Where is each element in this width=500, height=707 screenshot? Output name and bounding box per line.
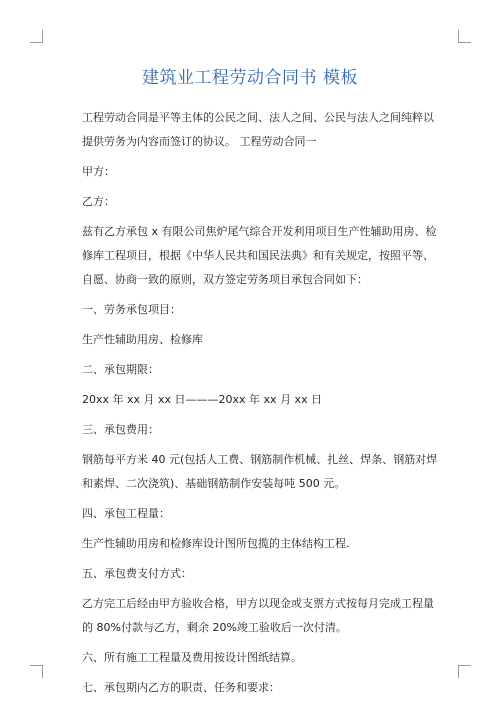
section-heading-2: 二、承包期限： (82, 363, 159, 376)
paragraph-party-b: 乙方： (82, 195, 115, 208)
section-heading-7: 七、承包期内乙方的职责、任务和要求： (82, 681, 280, 694)
section-heading-4: 四、承包工程量： (82, 507, 170, 520)
paragraph-project: 生产性辅助用房、检修库 (82, 333, 203, 346)
crop-mark-bottom-right (458, 665, 471, 678)
paragraph-quantity: 生产性辅助用房和检修库设计图所包揽的主体结构工程. (82, 537, 350, 550)
paragraph-payment: 乙方完工后经由甲方验收合格，甲方以现金或支票方式按每月完成工程量的 80%付款与乙方，剩余 20%竣工验收后一次付清。 (82, 597, 434, 634)
crop-mark-top-left (30, 30, 43, 43)
paragraph-term: 20xx 年 xx 月 xx 日———20xx 年 xx 月 xx 日 (82, 393, 323, 406)
section-heading-5: 五、承包费支付方式： (82, 567, 192, 580)
paragraph-fees: 钢筋每平方米 40 元(包括人工费、钢筋制作机械、扎丝、焊条、钢筋对焊和素焊、二次浇筑)、基础钢筋制作安装每吨 500 元。 (82, 453, 438, 490)
paragraph-preamble: 兹有乙方承包 x 有限公司焦炉尾气综合开发利用项目生产性辅助用房、检修库工程项目，根据《中华人民共和国民法典》和有关规定，按照平等、自愿、协商一致的原则，双方签定劳务项目承包合同如下： (82, 225, 437, 286)
crop-mark-bottom-left (30, 665, 43, 678)
crop-mark-top-right (458, 30, 471, 43)
section-heading-1: 一、劳务承包项目： (82, 303, 181, 316)
section-heading-6: 六、所有施工工程量及费用按设计图纸结算。 (82, 651, 302, 664)
document-title: 建筑业工程劳动合同书 模板 (142, 68, 358, 88)
paragraph-party-a: 甲方： (82, 165, 115, 178)
paragraph-intro: 工程劳动合同是平等主体的公民之间、法人之间、公民与法人之间纯粹以提供劳务为内容而签订的协议。 工程劳动合同一 (82, 111, 434, 148)
document-body (62, 106, 440, 700)
section-heading-3: 三、承包费用： (82, 423, 159, 436)
